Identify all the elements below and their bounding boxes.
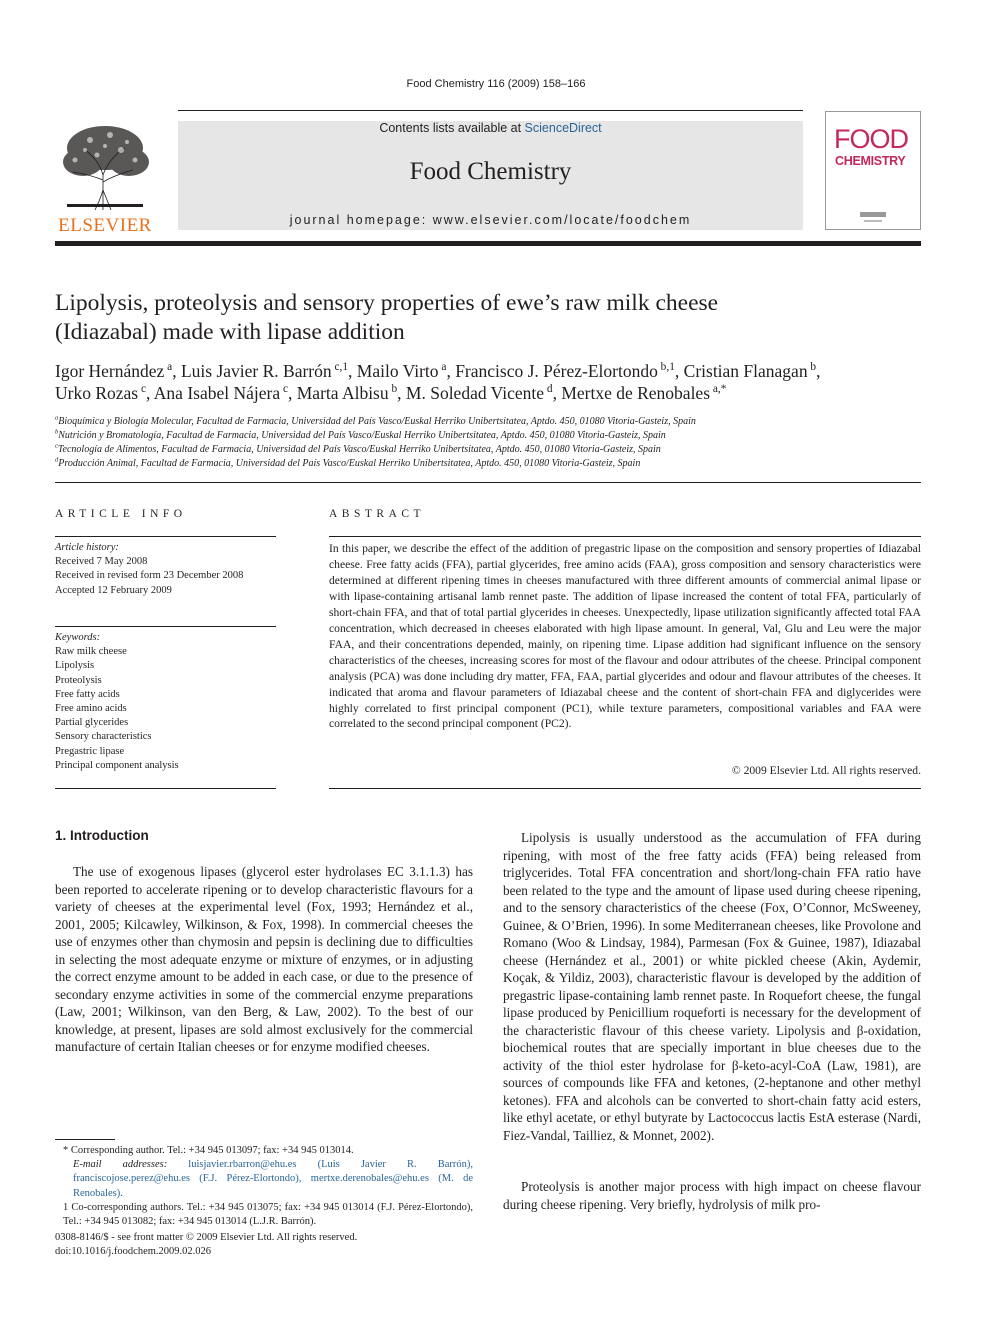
- journal-citation: Food Chemistry 116 (2009) 158–166: [406, 78, 586, 90]
- author-list: [55, 360, 925, 404]
- keyword: Principal component analysis: [55, 759, 179, 771]
- affil-text: Producción Animal, Facultad de Farmacia, Universidad del País Vasco/Euskal Herriko Unibertsitatea, Aptdo. 450, 01080 Vitoria-Gasteiz, Spain: [58, 458, 641, 469]
- sciencedirect-link[interactable]: ScienceDirect: [524, 121, 602, 135]
- doi-line[interactable]: doi:10.1016/j.foodchem.2009.02.026: [55, 1246, 212, 1258]
- keyword: Raw milk cheese: [55, 646, 127, 658]
- history-accepted: Accepted 12 February 2009: [55, 584, 172, 596]
- affil-mark: a: [55, 414, 59, 422]
- affil-text: Nutrición y Bromatología, Facultad de Farmacia, Universidad del País Vasco/Euskal Herriko Unibertsitatea, Aptdo. 450, 01080 Vitoria-Gasteiz, Spain: [58, 430, 666, 441]
- section-heading-introduction: 1. Introduction: [55, 828, 149, 843]
- article-history: [55, 541, 280, 598]
- journal-cover-thumbnail[interactable]: [825, 111, 921, 230]
- title-line-2: (Idiazabal) made with lipase addition: [55, 319, 405, 345]
- keyword: Lipolysis: [55, 660, 95, 672]
- keywords-rule: [55, 626, 276, 627]
- abstract-heading: ABSTRACT: [329, 508, 426, 520]
- elsevier-logo[interactable]: [55, 120, 155, 236]
- footnote-rule: [55, 1139, 115, 1140]
- elsevier-wordmark: ELSEVIER: [58, 215, 152, 236]
- keywords: [55, 631, 280, 773]
- issn-line: 0308-8146/$ - see front matter © 2009 Elsevier Ltd. All rights reserved.: [55, 1232, 358, 1243]
- article-title: [55, 289, 925, 347]
- authors-line-1: Igor Hernández $^a$, Luis Javier R. Barrón $^{c,1}$, Mailo Virto $^a$, Francisco J. Pérez-Elortondo $^{b,1}$, Cristian Flanagan $^b$,: [55, 361, 821, 381]
- cover-small-print-2: [864, 220, 882, 222]
- article-info-bottom-rule: [55, 788, 276, 789]
- affil-mark: c: [55, 442, 58, 450]
- keyword: Proteolysis: [55, 674, 102, 686]
- intro-paragraph-3: Proteolysis is another major process with high impact on cheese flavour during cheese ripening. Very briefly, hydrolysis of milk pro-: [503, 1179, 921, 1212]
- abstract-bottom-rule: [329, 788, 921, 789]
- abstract-text: In this paper, we describe the effect of the addition of pregastric lipase on the composition and sensory properties of Idiazabal cheese. Free fatty acids (FFA), partial glycerides, free amino acids (FAA), gross composition and sensory characteristics were determined at different ripening times in cheeses manufactured with three different amounts of commercial animal lipase or with lipase-containing artisanal lamb rennet paste. The addition of lipase increased the content of total FFA, particularly of short-chain FFA, and that of total partial glycerides in cheeses. Unexpectedly, lipase utilization significantly affected total FAA concentration, which decreased in cheeses elaborated with high lipase amount. In general, Val, Glu and Leu were the major FAA, and their concentrations depended, mainly, on ripening time. Lipase addition had significant influence on the sensory characteristics of the cheeses, increasing scores for most of the flavour and odour attributes of the cheese. Principal component analysis (PCA) was done including dry matter, FFA, FAA, partial glycerides and odour and flavour attributes of the cheeses. It indicated that aroma and flavour parameters of Idiazabal cheese and the content of short-chain FFA and diglycerides were highly correlated to first principal component (PC1), while texture parameters, compositional variables and FAA were correlated to the second principal component (PC2).: [329, 542, 921, 731]
- affiliation-c: [55, 444, 925, 455]
- article-info-rule: [55, 536, 276, 537]
- affiliation-a: [55, 416, 925, 427]
- email-label: E-mail addresses:: [73, 1159, 168, 1171]
- affil-text: Bioquímica y Biología Molecular, Facultad de Farmacia, Universidad del País Vasco/Euskal Herriko Unibertsitatea, Aptdo. 450, 01080 Vitoria-Gasteiz, Spain: [58, 416, 696, 427]
- copyright-notice: © 2009 Elsevier Ltd. All rights reserved.: [731, 764, 921, 777]
- elsevier-tree-icon: [55, 120, 155, 212]
- footnote-emails: [55, 1158, 473, 1201]
- history-received: Received 7 May 2008: [55, 556, 148, 568]
- footnote-corresponding: * Corresponding author. Tel.: +34 945 013097; fax: +34 945 013014.: [63, 1145, 354, 1156]
- keyword: Free amino acids: [55, 703, 127, 715]
- contents-prefix: Contents lists available at: [379, 121, 525, 135]
- keyword: Partial glycerides: [55, 717, 129, 729]
- header-thick-rule: [55, 241, 921, 246]
- affiliation-b: [55, 430, 925, 441]
- history-revised: Received in revised form 23 December 2008: [55, 570, 244, 582]
- keywords-label: Keywords:: [55, 632, 101, 643]
- affil-mark: d: [55, 456, 59, 464]
- email-addresses[interactable]: luisjavier.rbarron@ehu.es (Luis Javier R. Barrón), franciscojose.perez@ehu.es (F.J. Pérez-Elortondo), mertxe.derenobales@ehu.es (M. de Renobales).: [73, 1159, 473, 1199]
- intro-paragraph-1: The use of exogenous lipases (glycerol ester hydrolases EC 3.1.1.3) has been reported to accelerate ripening or to develop characteristic flavours for a variety of cheeses at the experimental level (Fox, 1993; Hernández et al., 2001, 2005; Kilcawley, Wilkinson, & Fox, 1998). In commercial cheeses the use of enzymes other than chymosin and pepsin is declining due to difficulties in selecting the most adequate enzyme or mixture of enzymes, or in adjusting the correct enzyme amount to be added in each case, or due to the presence of secondary enzyme activities in some of the commercial enzyme preparations (Law, 2001; Wilkinson, van den Berg, & Law, 2002). To the best of our knowledge, at present, lipases are sold almost exclusively for the commercial manufacture of certain Italian cheeses or for enzyme modified cheeses.: [55, 864, 473, 1054]
- affil-mark: b: [55, 428, 59, 436]
- cover-title-food: FOOD: [834, 124, 908, 154]
- affiliation-rule: [55, 482, 921, 483]
- keyword: Pregastric lipase: [55, 745, 125, 757]
- keyword: Free fatty acids: [55, 688, 120, 700]
- abstract-rule: [329, 536, 921, 537]
- footnotes: [55, 1144, 473, 1229]
- journal-name: Food Chemistry: [409, 158, 572, 185]
- contents-line: [178, 121, 803, 135]
- intro-paragraph-2: Lipolysis is usually understood as the accumulation of FFA during ripening, with most of the free fatty acids (FFA) being released from triglycerides. Total FFA concentration and short/long-chain FFA ratio have been related to the type and the amount of lipase used during cheese ripening, and to the sensory characteristics of the cheese (Fox, O’Connor, McSweeney, Guinee, & O’Brien, 1996). In some Mediterranean cheeses, like Provolone and Romano (Woo & Lindsay, 1984), Parmesan (Fox & Guinee, 1987), Idiazabal cheese (Hernández et al., 2001) or white pickled cheese (Akin, Aydemir, Koçak, & Yildiz, 2003), characteristic flavour is developed by the addition of pregastric lipase-containing lamb rennet paste. In Roquefort cheese, the fungal lipase produced by Penicillium roqueforti is necessary for the development of the characteristic flavour of this cheese variety. Lipolysis and β-oxidation, biochemical routes that are specially important in blue cheeses due to the activity of the thiol ester hydrolase for β-keto-acyl-CoA (Law, 1981), are sources of compounds like FFA and ketones, (2-heptanone and other methyl ketones). FFA and alcohols can be converted to short-chain fatty acid esters, like ethyl acetate, or ethyl butyrate by Lactococcus lactis EstA esterase (Nardi, Fiez-Vandal, Tailliez, & Monnet, 2002).: [503, 830, 921, 1143]
- cover-small-print: [860, 212, 886, 217]
- history-label: Article history:: [55, 542, 119, 553]
- journal-homepage[interactable]: journal homepage: www.elsevier.com/locate/foodchem: [289, 213, 692, 227]
- article-info-heading: ARTICLE INFO: [55, 508, 187, 520]
- header-top-rule: [178, 110, 803, 111]
- keyword: Sensory characteristics: [55, 731, 152, 743]
- affiliation-d: [55, 458, 925, 469]
- affil-text: Tecnología de Alimentos, Facultad de Farmacia, Universidad del País Vasco/Euskal Herriko Unibertsitatea, Aptdo. 450, 01080 Vitoria-Gasteiz, Spain: [57, 444, 661, 455]
- cover-title-chemistry: CHEMISTRY: [835, 154, 906, 168]
- title-line-1: Lipolysis, proteolysis and sensory properties of ewe’s raw milk cheese: [55, 290, 719, 316]
- front-matter: [55, 1231, 505, 1259]
- footnote-co-corresponding: 1 Co-corresponding authors. Tel.: +34 945 013075; fax: +34 945 013014 (F.J. Pérez-Elortondo), Tel.: +34 945 013082; fax: +34 945 013014 (L.J.R. Barrón).: [63, 1201, 473, 1228]
- authors-line-2: Urko Rozas $^c$, Ana Isabel Nájera $^c$, Marta Albisu $^b$, M. Soledad Vicente $^d$, Mertxe de Renobales $^{a,*}$: [55, 383, 727, 403]
